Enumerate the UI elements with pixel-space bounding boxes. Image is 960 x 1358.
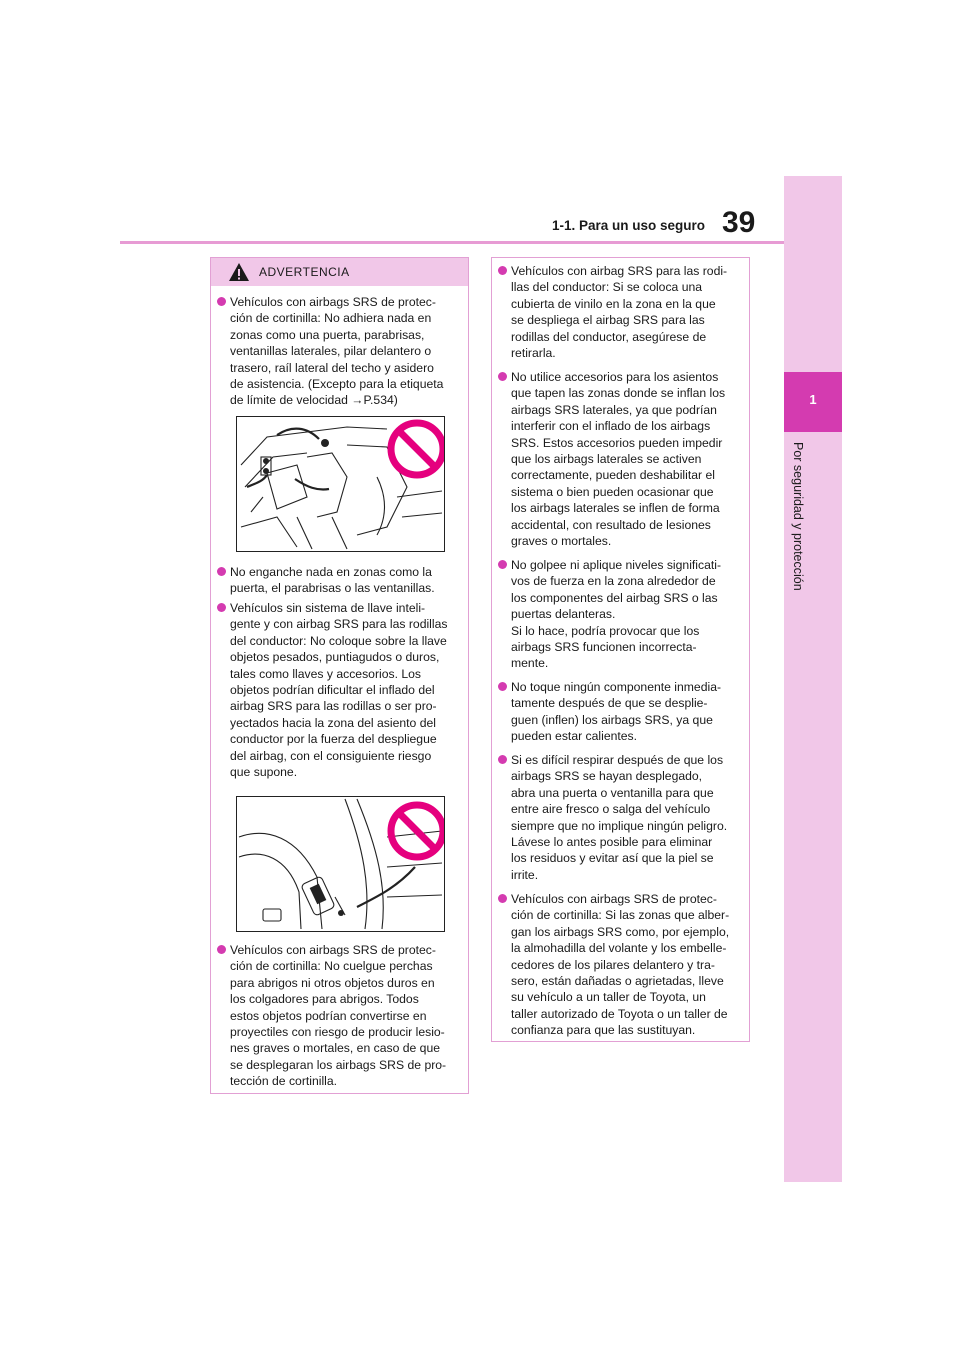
list-item (498, 679, 744, 745)
item-text: No utilice accesorios para los asientos que tapen las zonas donde se inflan los airbags SRS laterales, ya que podrían interferir con el inflado de los airbags SRS. Estos accesorios pueden impedir que los airbags laterales se activen correctamente, pueden deshabilitar el sistema o bien pueden ocasionar que los airbags laterales se inflen de forma accidental, con resultado de lesiones graves o mortales. (511, 370, 726, 549)
chapter-title: Por seguridad y protección (791, 442, 805, 591)
page-number: 39 (722, 206, 756, 239)
item-text: No enganche nada en zonas como la puerta, el parabrisas o las ventanillas. (230, 565, 435, 596)
item-text: Vehículos con airbags SRS de protec- ción de cortinilla: Si las zonas que alber- gan los airbags SRS como, por ejemplo, la almohadilla del volante y los embelle- cedores de los pilares delantero y tra- sero, están dañadas o agrietadas, lleve su vehículo a un taller de Toyota, un taller autorizado de Toyota o un taller de confianza para que las sustituyan. (511, 892, 730, 1038)
header-rule (120, 241, 784, 244)
item-text: No golpee ni aplique niveles significati- vos de fuerza en la zona alrededor de los componentes del airbag SRS o las puertas delanteras. Si lo hace, podría provocar que los airbags SRS funcionen incorrecta- mente. (511, 558, 722, 671)
item-text: Vehículos con airbags SRS de protec- ción de cortinilla: No cuelgue perchas para abrigos ni otros objetos duros en los colgadores para abrigos. Todos estos objetos podrían convertirse en proyectiles con riesgo de producir lesio- nes graves o mortales, en caso de que se desplegaran los airbags SRS de pro- tección de cortinilla. (230, 943, 447, 1089)
item-text: No toque ningún componente inmedia- tamente después de que se desplie- guen (inflen) los airbags SRS, ya que pueden estar calientes. (511, 680, 722, 744)
steering-illustration (237, 797, 444, 931)
list-item (498, 752, 744, 883)
illustration-key-steering (236, 796, 445, 932)
list-item (498, 891, 744, 1039)
bullet-icon (498, 894, 507, 903)
bullet-icon (498, 755, 507, 764)
illustration-cabin-pillars (236, 416, 445, 552)
warning-box-continued (491, 257, 750, 1042)
prohibition-icon (391, 423, 443, 475)
bullet-icon (217, 945, 226, 954)
list-item (217, 600, 463, 780)
warning-box (210, 257, 469, 1094)
list-item (498, 263, 744, 361)
item-text: Vehículos sin sistema de llave inteli- gente y con airbag SRS para las rodillas del conductor: No coloque sobre la llave objetos pesados, puntiagudos o duros, tales como llaves y accesorios. Los objetos podrían dificultar el inflado del airbag SRS para las rodillas o ser pro- yectados hacia la zona del asiento del conductor por la fuerza del despliegue del airbag, con el consiguiente riesgo que supone. (230, 601, 448, 780)
bullet-icon (498, 560, 507, 569)
item-text: Vehículos con airbag SRS para las rodi- llas del conductor: Si se coloca una cubierta de vinilo en la zona en la que se despliega el airbag SRS para las rodillas del conductor, asegúrese de retirarla. (511, 264, 728, 361)
page-reference-link[interactable]: →P.534) (351, 393, 398, 408)
bullet-icon (217, 297, 226, 306)
cabin-illustration (237, 417, 444, 551)
warning-triangle-icon (228, 262, 250, 282)
section-title: 1-1. Para un uso seguro (552, 218, 706, 233)
warning-title: ADVERTENCIA (259, 265, 350, 279)
bullet-icon (217, 567, 226, 576)
list-item (498, 369, 744, 549)
list-item (217, 942, 463, 1090)
chapter-number: 1 (809, 392, 817, 407)
prohibition-icon (391, 805, 443, 857)
warning-header (211, 258, 468, 286)
bullet-icon (498, 372, 507, 381)
item-text: Vehículos con airbags SRS de protec- ción de cortinilla: No adhiera nada en zonas como una puerta, parabrisas, ventanillas laterales, pilar delantero o trasero, raíl lateral del techo y asidero de asistencia. (Excepto para la etiqueta de límite de velocidad (230, 295, 444, 408)
item-text: Si es difícil respirar después de que los airbags SRS se hayan desplegado, abra una puerta o ventanilla para que entre aire fresco o salga del vehículo siempre que no implique ningún peligro. Lávese lo antes posible para eliminar los residuos y evitar así que la piel se irrite. (511, 753, 728, 882)
list-item (498, 557, 744, 672)
bullet-icon (217, 603, 226, 612)
bullet-icon (498, 682, 507, 691)
bullet-icon (498, 266, 507, 275)
list-item (217, 564, 463, 597)
list-item (217, 294, 463, 409)
